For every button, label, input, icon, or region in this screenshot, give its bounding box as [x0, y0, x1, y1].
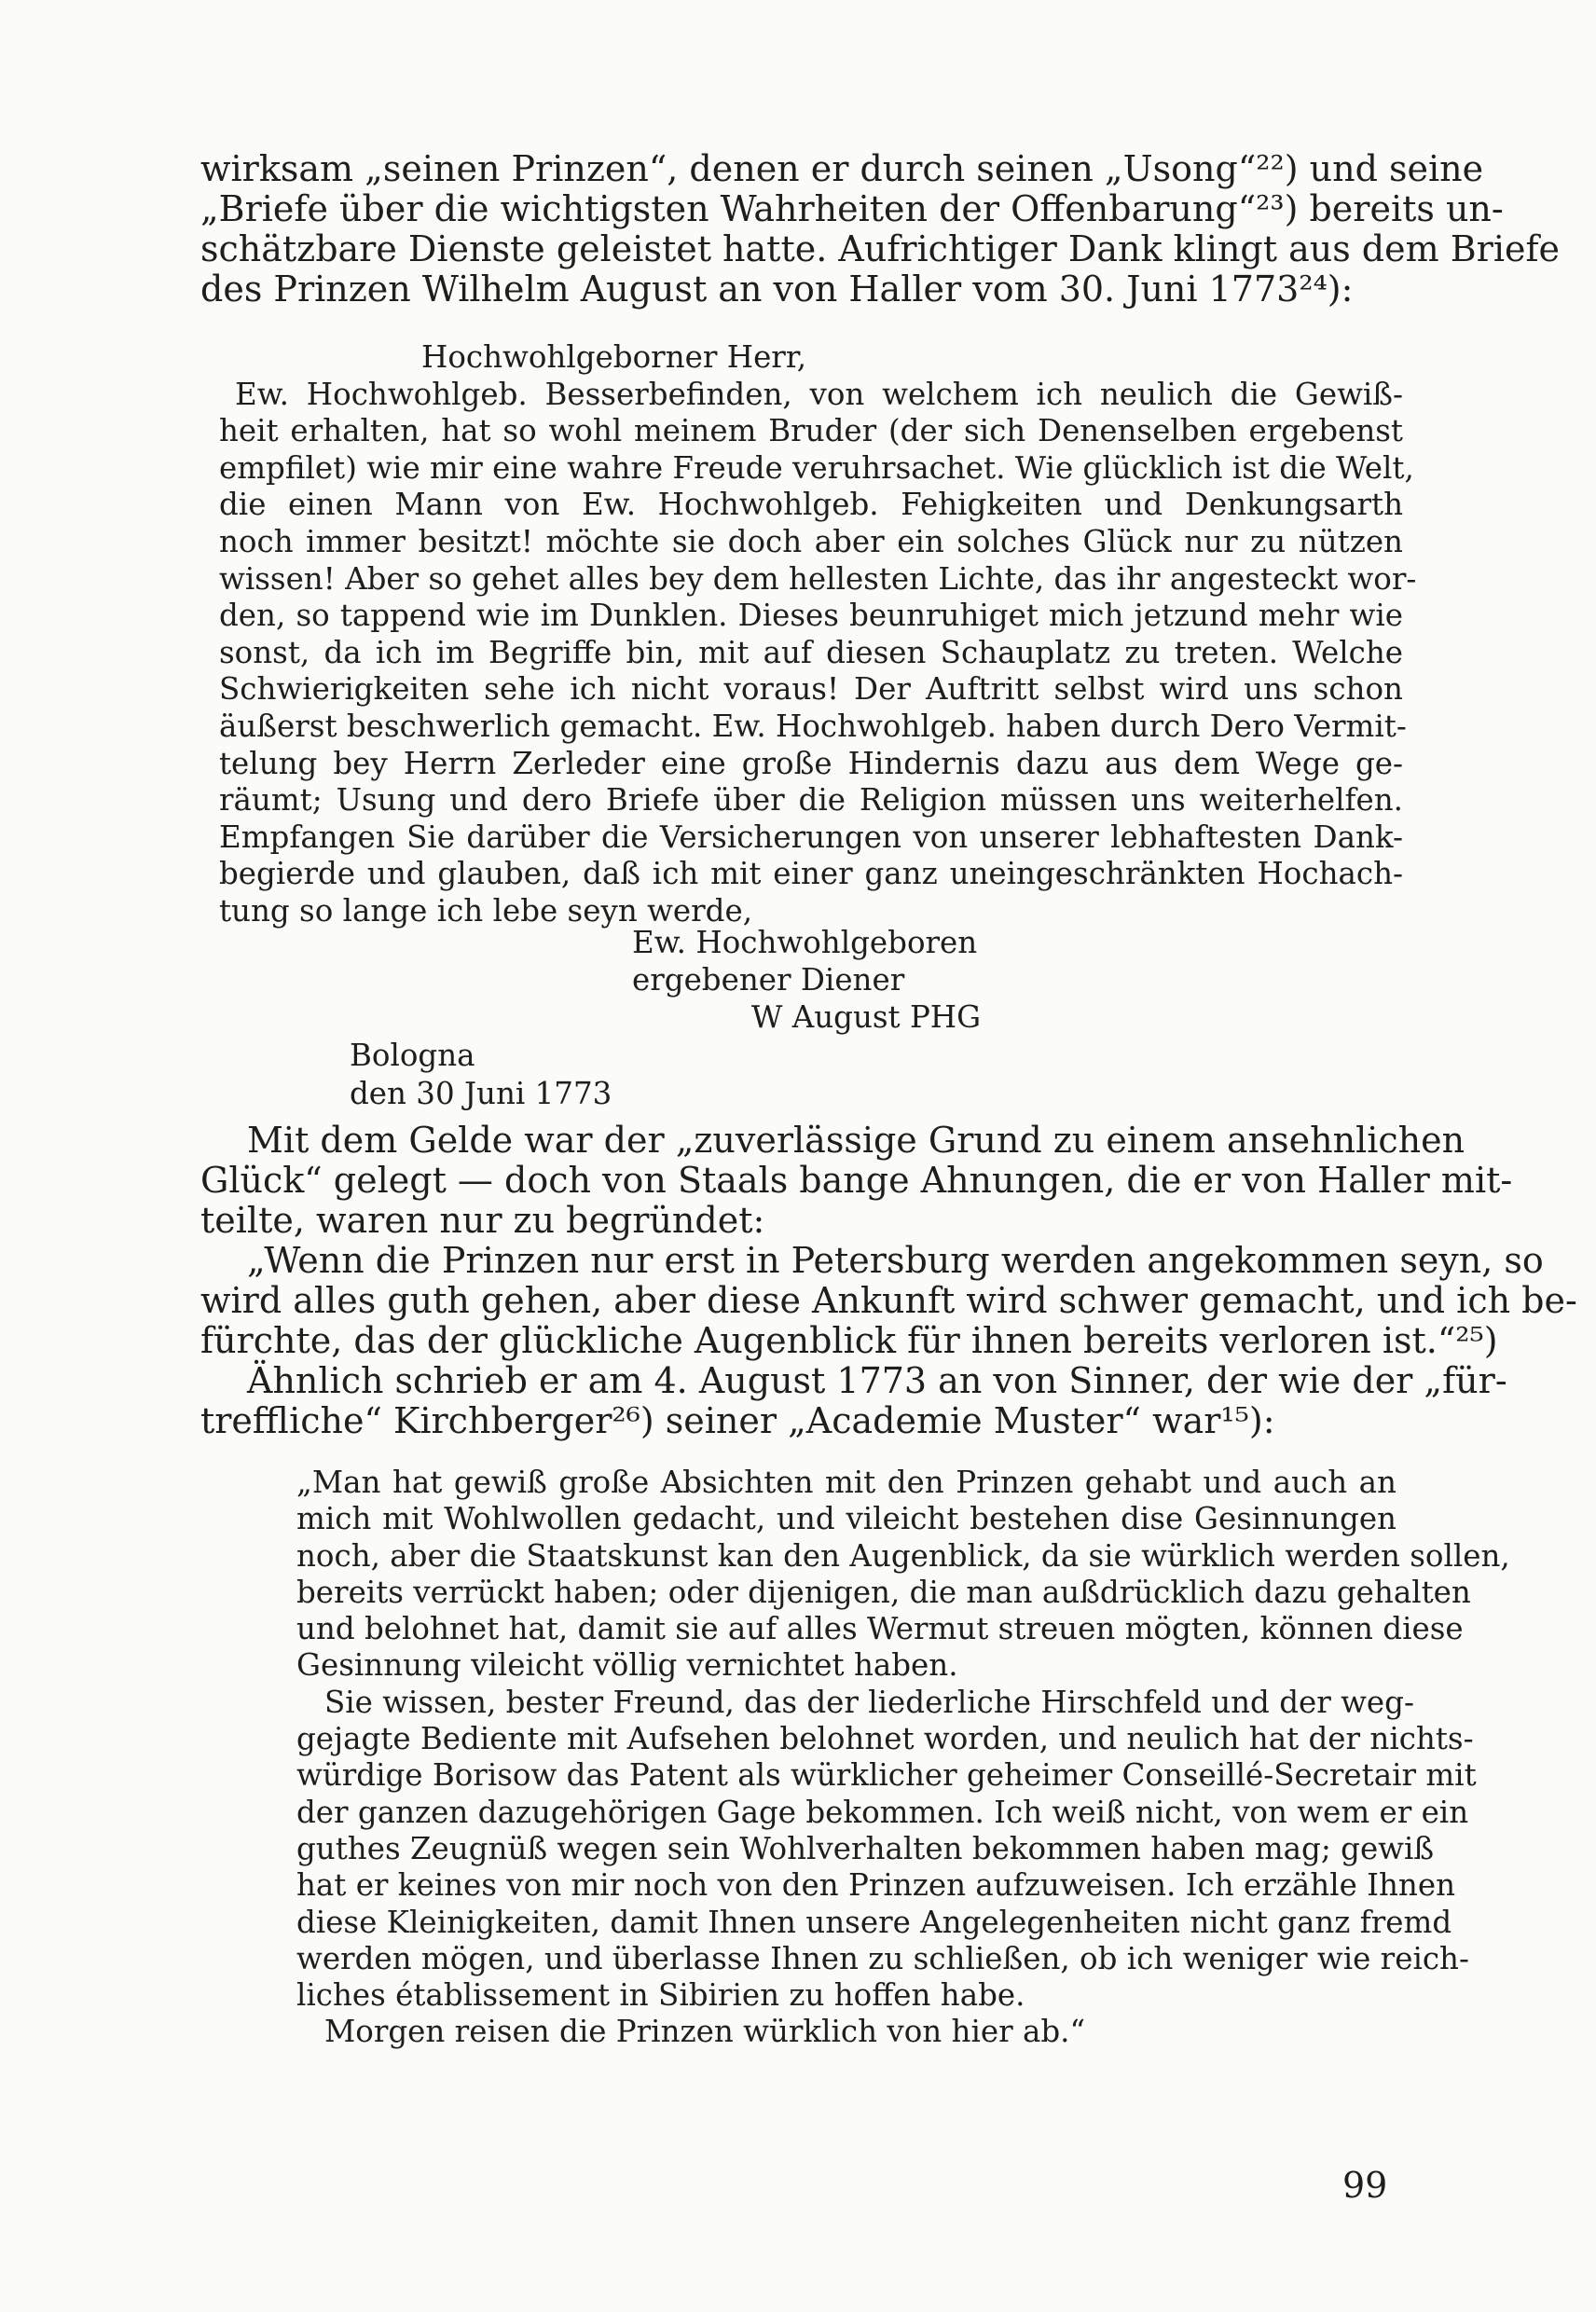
text-line: „Briefe über die wichtigsten Wahrheiten der Offenbarung“²³) bereits un- [200, 188, 1504, 229]
text-line: die einen Mann von Ew. Hochwohlgeb. Fehigkeiten und Denkungsarth [219, 487, 1403, 523]
text-line: telung bey Herrn Zerleder eine große Hindernis dazu aus dem Wege ge- [219, 745, 1403, 781]
text-line: werden mögen, und überlasse Ihnen zu schließen, ob ich weniger wie reich- [296, 1940, 1469, 1976]
letter-date: den 30 Juni 1773 [350, 1076, 612, 1111]
text-line: heit erhalten, hat so wohl meinem Bruder (der sich Denenselben ergebenst [219, 413, 1403, 449]
text-line: des Prinzen Wilhelm August an von Haller vom 30. Juni 1773²⁴): [200, 268, 1354, 310]
text-line: Gesinnung vileicht völlig vernichtet haben. [296, 1647, 958, 1684]
block-quote [296, 1465, 1510, 2051]
letter-place: Bologna [350, 1038, 475, 1073]
page-number: 99 [1342, 2165, 1388, 2206]
text-line: sonst, da ich im Begriffe bin, mit auf diesen Schauplatz zu treten. Welche [219, 634, 1403, 670]
text-line: schätzbare Dienste geleistet hatte. Aufrichtiger Dank klingt aus dem Briefe [200, 228, 1561, 269]
signature-line: W August PHG [751, 999, 982, 1035]
text-line: der ganzen dazugehörigen Gage bekommen. Ich weiß nicht, von wem er ein [296, 1794, 1469, 1830]
text-line: Schwierigkeiten sehe ich nicht voraus! Der Auftritt selbst wird uns schon [219, 671, 1403, 708]
text-line: begierde und glauben, daß ich mit einer ganz uneingeschränkten Hochach- [219, 856, 1403, 892]
intro-paragraph [200, 148, 1561, 310]
quoted-letter [219, 339, 1417, 930]
text-line: treffliche“ Kirchberger²⁶) seiner „Academie Muster“ war¹⁵): [200, 1400, 1275, 1441]
text-line: wissen! Aber so gehet alles bey dem hellesten Lichte, das ihr angesteckt wor- [219, 560, 1417, 597]
text-line: und belohnet hat, damit sie auf alles Wermut streuen mögten, können diese [296, 1611, 1464, 1647]
letter-salutation: Hochwohlgeborner Herr, [421, 339, 807, 375]
text-line: mich mit Wohlwollen gedacht, und vileicht bestehen dise Gesinnungen [296, 1501, 1396, 1537]
text-line: Morgen reisen die Prinzen würklich von hier ab.“ [324, 2014, 1086, 2050]
text-line: tung so lange ich lebe seyn werde, [219, 892, 753, 929]
text-line: guthes Zeugnüß wegen sein Wohlverhalten bekommen haben mag; gewiß [296, 1830, 1435, 1866]
text-line: bereits verrückt haben; oder dijenigen, die man außdrücklich dazu gehalten [296, 1574, 1471, 1610]
text-line: gejagte Bediente mit Aufsehen belohnet worden, und neulich hat der nichts- [296, 1721, 1474, 1757]
text-line: empfilet) wie mir eine wahre Freude veruhrsachet. Wie glücklich ist die Welt, [219, 449, 1414, 486]
text-line: würdige Borisow das Patent als würklicher geheimer Conseillé-Secretair mit [296, 1757, 1477, 1794]
text-line: wird alles guth gehen, aber diese Ankunft wird schwer gemacht, und ich be- [200, 1280, 1577, 1321]
text-line: Empfangen Sie darüber die Versicherungen von unserer lebhaftesten Dank- [219, 819, 1403, 855]
text-line: äußerst beschwerlich gemacht. Ew. Hochwohlgeb. haben durch Dero Vermit- [219, 708, 1407, 744]
text-line: liches établissement in Sibirien zu hoffen habe. [296, 1977, 1025, 2014]
text-line: räumt; Usung und dero Briefe über die Religion müssen uns weiterhelfen. [219, 782, 1403, 819]
text-line: wirksam „seinen Prinzen“, denen er durch seinen „Usong“²²) und seine [200, 148, 1484, 189]
text-line: noch immer besitzt! möchte sie doch aber ein solches Glück nur zu nützen [219, 523, 1403, 559]
text-line: Glück“ gelegt — doch von Staals bange Ahnungen, die er von Haller mit- [200, 1160, 1513, 1201]
letter-signature [751, 999, 981, 1037]
letter-closing [632, 925, 977, 998]
text-line: Mit dem Gelde war der „zuverlässige Grund zu einem ansehnlichen [247, 1120, 1465, 1161]
text-line: teilte, waren nur zu begründet: [200, 1200, 765, 1241]
text-line: noch, aber die Staatskunst kan den Augenblick, da sie würklich werden sollen, [296, 1537, 1510, 1574]
text-line: „Wenn die Prinzen nur erst in Petersburg werden angekommen seyn, so [247, 1240, 1544, 1281]
body-paragraph [200, 1120, 1577, 1441]
letter-place-date [350, 1037, 612, 1113]
text-line: Ew. Hochwohlgeb. Besserbefinden, von welchem ich neulich die Gewiß- [235, 376, 1403, 412]
closing-line: Ew. Hochwohlgeboren [632, 925, 978, 960]
text-line: den, so tappend wie im Dunklen. Dieses beunruhiget mich jetzund mehr wie [219, 598, 1403, 634]
text-line: Sie wissen, bester Freund, das der liederliche Hirschfeld und der weg- [324, 1684, 1414, 1720]
text-line: fürchte, das der glückliche Augenblick für ihnen bereits verloren ist.“²⁵) [200, 1320, 1498, 1361]
text-line: diese Kleinigkeiten, damit Ihnen unsere Angelegenheiten nicht ganz fremd [296, 1904, 1452, 1940]
closing-line: ergebener Diener [632, 961, 905, 998]
text-line: „Man hat gewiß große Absichten mit den Prinzen gehabt und auch an [296, 1465, 1396, 1500]
text-line: Ähnlich schrieb er am 4. August 1773 an von Sinner, der wie der „für- [247, 1360, 1507, 1401]
text-line: hat er keines von mir noch von den Prinzen aufzuweisen. Ich erzähle Ihnen [296, 1867, 1456, 1904]
